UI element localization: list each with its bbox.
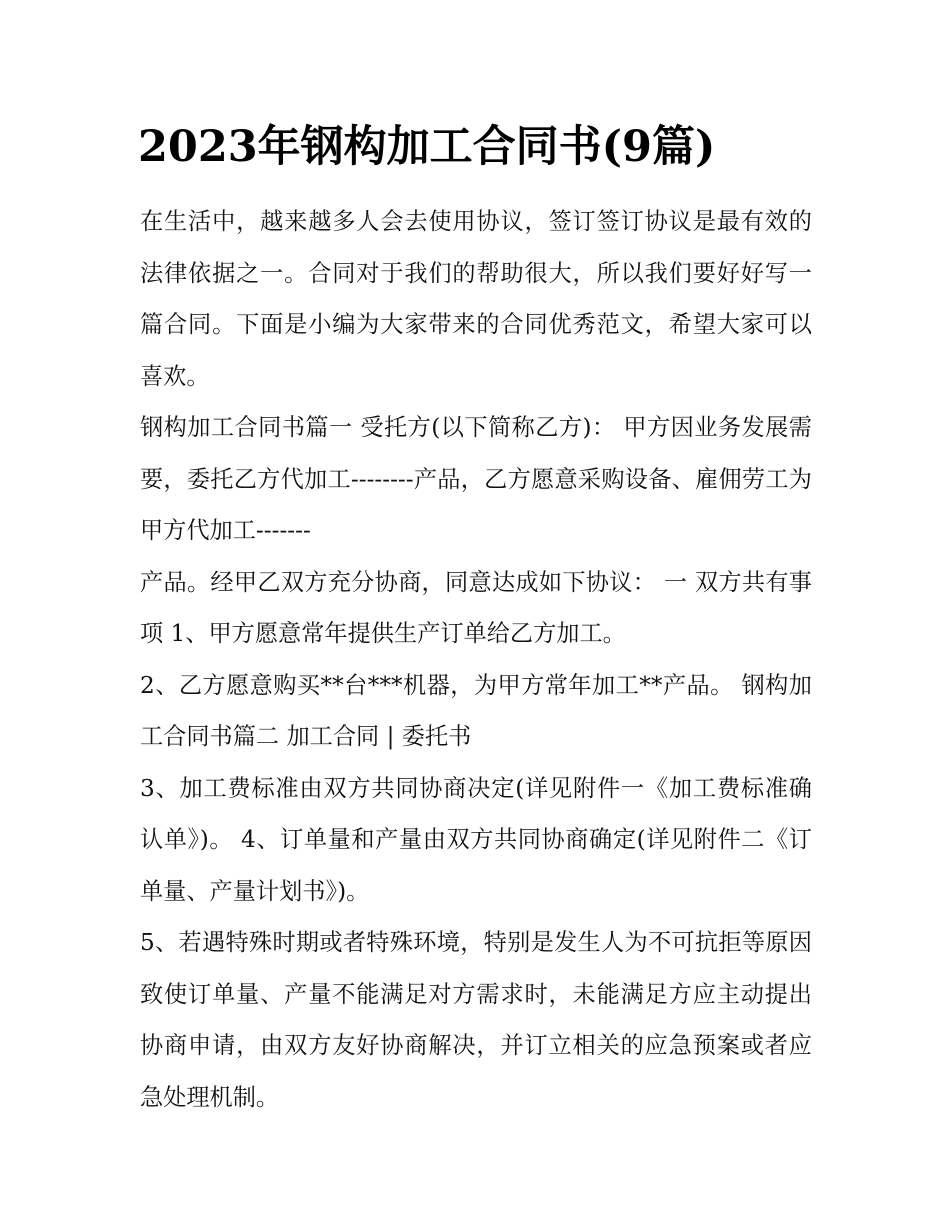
paragraph-agreement-item-2: 2、乙方愿意购买**台***机器，为甲方常年加工**产品。 钢构加工合同书篇二 加工合同 | 委托书: [140, 671, 812, 750]
paragraph-agreement-item-1: 产品。经甲乙双方充分协商，同意达成如下协议： 一 双方共有事项 1、甲方愿意常年提供生产订单给乙方加工。: [140, 568, 812, 647]
paragraph-contract-one: 钢构加工合同书篇一 受托方(以下简称乙方)： 甲方因业务发展需要，委托乙方代加工--------产品，乙方愿意采购设备、雇佣劳工为甲方代加工-------: [140, 414, 812, 544]
paragraph-agreement-item-5: 5、若遇特殊时期或者特殊环境，特别是发生人为不可抗拒等原因致使订单量、产量不能满足对方需求时，未能满足方应主动提出协商申请，由双方友好协商解决，并订立相关的应急预案或者应急处理机制。: [140, 929, 812, 1111]
paragraph-intro: 在生活中，越来越多人会去使用协议，签订签订协议是最有效的法律依据之一。合同对于我们的帮助很大，所以我们要好好写一篇合同。下面是小编为大家带来的合同优秀范文，希望大家可以喜欢。: [140, 208, 812, 390]
document-body: [140, 196, 812, 1123]
paragraph-agreement-items-3-4: 3、加工费标准由双方共同协商决定(详见附件一《加工费标准确认单》)。 4、订单量和产量由双方共同协商确定(详见附件二《订单量、产量计划书》)。: [140, 774, 812, 905]
document-title: 2023年钢构加工合同书(9篇): [138, 122, 716, 172]
